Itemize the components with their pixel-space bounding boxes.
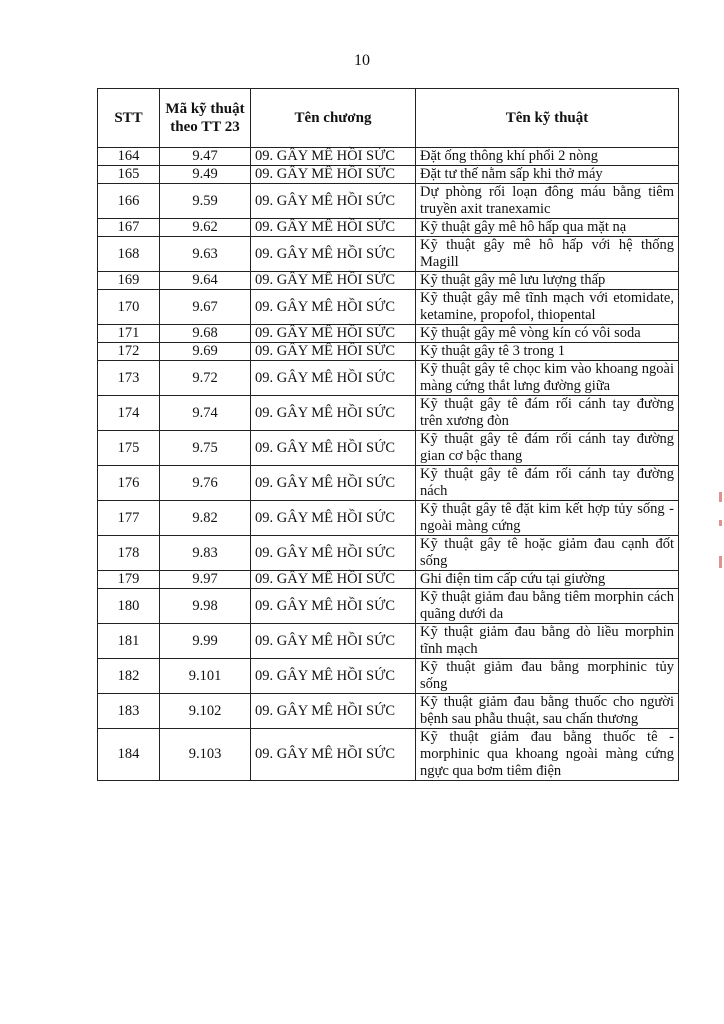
procedures-table — [97, 88, 679, 781]
row-technique-code-cell: 9.49 — [160, 166, 251, 184]
row-technique-code-cell: 9.47 — [160, 148, 251, 166]
table-row — [98, 589, 679, 624]
row-technique-code-cell: 9.103 — [160, 729, 251, 781]
table-row — [98, 571, 679, 589]
row-chapter-cell: 09. GÂY MÊ HỒI SỨC — [251, 729, 416, 781]
table-row — [98, 290, 679, 325]
row-technique-code-cell: 9.63 — [160, 237, 251, 272]
row-stt-cell: 170 — [98, 290, 160, 325]
row-chapter-cell: 09. GÂY MÊ HỒI SỨC — [251, 694, 416, 729]
row-technique-name-cell: Kỹ thuật gây mê hô hấp với hệ thống Magill — [416, 237, 679, 272]
row-chapter-cell: 09. GÂY MÊ HỒI SỨC — [251, 466, 416, 501]
row-stt-cell: 171 — [98, 325, 160, 343]
row-technique-name-cell: Kỹ thuật gây mê hô hấp qua mặt nạ — [416, 219, 679, 237]
table-row — [98, 166, 679, 184]
row-stt-cell: 169 — [98, 272, 160, 290]
row-chapter-cell: 09. GÂY MÊ HỒI SỨC — [251, 396, 416, 431]
row-technique-code-cell: 9.82 — [160, 501, 251, 536]
row-technique-name-cell: Kỹ thuật gây tê 3 trong 1 — [416, 343, 679, 361]
row-technique-code-cell: 9.97 — [160, 571, 251, 589]
table-row — [98, 501, 679, 536]
table-row — [98, 219, 679, 237]
table-row — [98, 694, 679, 729]
row-stt-cell: 184 — [98, 729, 160, 781]
row-technique-name-cell: Kỹ thuật giảm đau bằng dò liều morphin tĩnh mạch — [416, 624, 679, 659]
table-row — [98, 466, 679, 501]
row-stt-cell: 176 — [98, 466, 160, 501]
row-technique-code-cell: 9.67 — [160, 290, 251, 325]
row-chapter-cell: 09. GÂY MÊ HỒI SỨC — [251, 589, 416, 624]
row-technique-code-cell: 9.68 — [160, 325, 251, 343]
row-stt-cell: 165 — [98, 166, 160, 184]
page-number: 10 — [354, 52, 370, 69]
header-technique-name: Tên kỹ thuật — [416, 89, 679, 148]
row-chapter-cell: 09. GÂY MÊ HỒI SỨC — [251, 659, 416, 694]
row-technique-code-cell: 9.75 — [160, 431, 251, 466]
row-technique-code-cell: 9.101 — [160, 659, 251, 694]
row-chapter-cell: 09. GÂY MÊ HỒI SỨC — [251, 290, 416, 325]
row-stt-cell: 182 — [98, 659, 160, 694]
table-row — [98, 325, 679, 343]
row-chapter-cell: 09. GÂY MÊ HỒI SỨC — [251, 624, 416, 659]
table-row — [98, 343, 679, 361]
row-technique-name-cell: Kỹ thuật gây tê đặt kim kết hợp tủy sống - ngoài màng cứng — [416, 501, 679, 536]
row-stt-cell: 168 — [98, 237, 160, 272]
row-chapter-cell: 09. GÂY MÊ HỒI SỨC — [251, 272, 416, 290]
row-technique-name-cell: Dự phòng rối loạn đông máu bằng tiêm truyền axit tranexamic — [416, 184, 679, 219]
row-technique-name-cell: Kỹ thuật gây tê đám rối cánh tay đường trên xương đòn — [416, 396, 679, 431]
row-stt-cell: 167 — [98, 219, 160, 237]
table-row — [98, 729, 679, 781]
row-chapter-cell: 09. GÂY MÊ HỒI SỨC — [251, 184, 416, 219]
row-stt-cell: 175 — [98, 431, 160, 466]
scan-edge-mark — [719, 492, 722, 502]
table-row — [98, 272, 679, 290]
row-technique-name-cell: Kỹ thuật gây mê lưu lượng thấp — [416, 272, 679, 290]
header-chapter-name: Tên chương — [251, 89, 416, 148]
row-stt-cell: 173 — [98, 361, 160, 396]
row-technique-code-cell: 9.99 — [160, 624, 251, 659]
row-stt-cell: 180 — [98, 589, 160, 624]
row-technique-name-cell: Kỹ thuật giảm đau bằng morphinic tủy sống — [416, 659, 679, 694]
table-row — [98, 148, 679, 166]
table-row — [98, 431, 679, 466]
row-chapter-cell: 09. GÂY MÊ HỒI SỨC — [251, 148, 416, 166]
row-technique-name-cell: Ghi điện tim cấp cứu tại giường — [416, 571, 679, 589]
row-technique-name-cell: Kỹ thuật gây mê tĩnh mạch với etomidate, ketamine, propofol, thiopental — [416, 290, 679, 325]
row-technique-code-cell: 9.74 — [160, 396, 251, 431]
table-header-row — [98, 89, 679, 148]
row-stt-cell: 183 — [98, 694, 160, 729]
table-row — [98, 184, 679, 219]
row-technique-name-cell: Kỹ thuật gây tê đám rối cánh tay đường nách — [416, 466, 679, 501]
row-technique-code-cell: 9.69 — [160, 343, 251, 361]
row-stt-cell: 166 — [98, 184, 160, 219]
row-chapter-cell: 09. GÂY MÊ HỒI SỨC — [251, 325, 416, 343]
row-technique-code-cell: 9.72 — [160, 361, 251, 396]
row-technique-code-cell: 9.59 — [160, 184, 251, 219]
row-chapter-cell: 09. GÂY MÊ HỒI SỨC — [251, 431, 416, 466]
row-chapter-cell: 09. GÂY MÊ HỒI SỨC — [251, 501, 416, 536]
row-stt-cell: 181 — [98, 624, 160, 659]
row-chapter-cell: 09. GÂY MÊ HỒI SỨC — [251, 571, 416, 589]
header-technique-code: Mã kỹ thuật theo TT 23 — [160, 89, 251, 148]
row-technique-name-cell: Kỹ thuật gây tê chọc kim vào khoang ngoài màng cứng thắt lưng đường giữa — [416, 361, 679, 396]
row-technique-name-cell: Kỹ thuật giảm đau bằng thuốc tê - morphinic qua khoang ngoài màng cứng ngực qua bơm tiêm điện — [416, 729, 679, 781]
row-technique-name-cell: Kỹ thuật gây mê vòng kín có vôi soda — [416, 325, 679, 343]
row-technique-name-cell: Kỹ thuật giảm đau bằng thuốc cho người bệnh sau phẫu thuật, sau chấn thương — [416, 694, 679, 729]
table-row — [98, 536, 679, 571]
row-chapter-cell: 09. GÂY MÊ HỒI SỨC — [251, 536, 416, 571]
row-technique-code-cell: 9.64 — [160, 272, 251, 290]
table-body — [98, 148, 679, 781]
row-technique-code-cell: 9.76 — [160, 466, 251, 501]
table-row — [98, 396, 679, 431]
row-chapter-cell: 09. GÂY MÊ HỒI SỨC — [251, 219, 416, 237]
row-technique-name-cell: Kỹ thuật gây tê đám rối cánh tay đường gian cơ bậc thang — [416, 431, 679, 466]
row-technique-name-cell: Kỹ thuật gây tê hoặc giảm đau cạnh đốt sống — [416, 536, 679, 571]
row-technique-name-cell: Kỹ thuật giảm đau bằng tiêm morphin cách quãng dưới da — [416, 589, 679, 624]
row-stt-cell: 172 — [98, 343, 160, 361]
row-stt-cell: 174 — [98, 396, 160, 431]
table-row — [98, 361, 679, 396]
row-technique-code-cell: 9.102 — [160, 694, 251, 729]
row-stt-cell: 164 — [98, 148, 160, 166]
row-technique-name-cell: Đặt ống thông khí phổi 2 nòng — [416, 148, 679, 166]
row-chapter-cell: 09. GÂY MÊ HỒI SỨC — [251, 237, 416, 272]
row-chapter-cell: 09. GÂY MÊ HỒI SỨC — [251, 361, 416, 396]
row-technique-name-cell: Đặt tư thế nằm sấp khi thở máy — [416, 166, 679, 184]
scan-edge-mark — [719, 520, 722, 526]
row-chapter-cell: 09. GÂY MÊ HỒI SỨC — [251, 343, 416, 361]
table-row — [98, 659, 679, 694]
scan-edge-mark — [719, 556, 722, 568]
row-stt-cell: 177 — [98, 501, 160, 536]
row-technique-code-cell: 9.62 — [160, 219, 251, 237]
row-technique-code-cell: 9.83 — [160, 536, 251, 571]
table-row — [98, 237, 679, 272]
row-stt-cell: 179 — [98, 571, 160, 589]
row-chapter-cell: 09. GÂY MÊ HỒI SỨC — [251, 166, 416, 184]
row-stt-cell: 178 — [98, 536, 160, 571]
row-technique-code-cell: 9.98 — [160, 589, 251, 624]
header-stt: STT — [98, 89, 160, 148]
table-row — [98, 624, 679, 659]
